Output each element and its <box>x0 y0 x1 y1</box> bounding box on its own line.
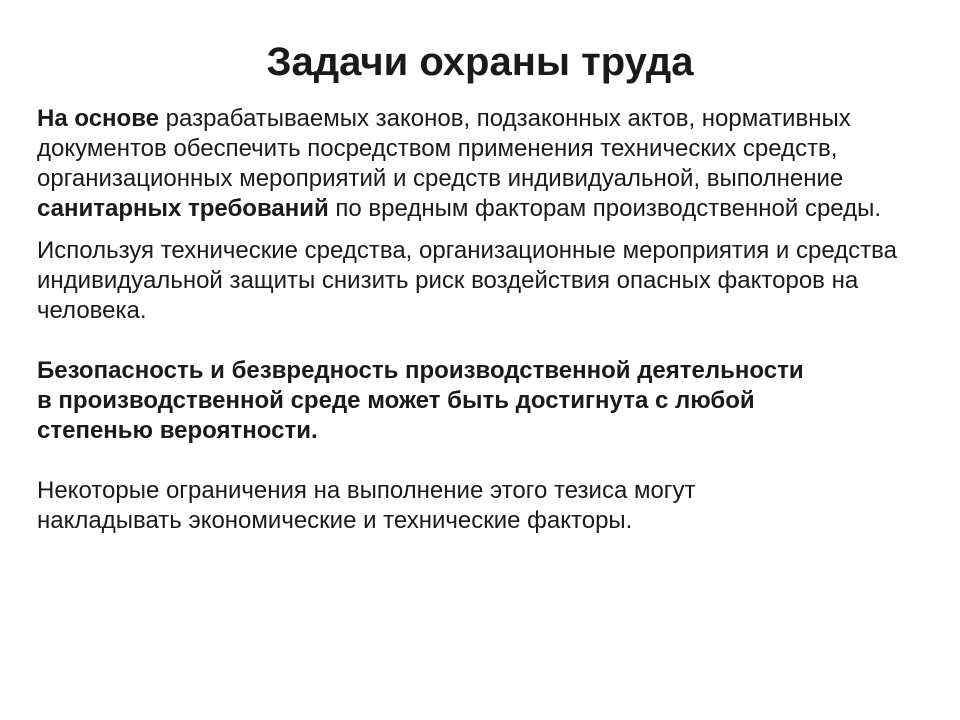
thesis-line: степенью вероятности. <box>37 417 318 444</box>
limitations-line: Некоторые ограничения на выполнение этого тезиса могут <box>37 477 696 504</box>
paragraph-text: разрабатываемых законов, подзаконных актов, нормативных документов обеспечить посредством применения технических средств, организационных мероприятий и средств индивидуальной, выполнение <box>37 105 851 192</box>
slide-title: Задачи охраны труда <box>266 40 694 84</box>
limitations-line: накладывать экономические и технические факторы. <box>37 507 633 534</box>
paragraph-legal-basis <box>37 104 942 224</box>
paragraph-risk-reduction: Используя технические средства, организационные мероприятия и средства индивидуальной защиты снизить риск воздействия опасных факторов на человека. <box>37 237 897 324</box>
slide-body <box>37 104 942 536</box>
bold-phrase-sanitary-requirements: санитарных требований <box>37 195 329 222</box>
paragraph-safety-thesis <box>37 356 942 446</box>
thesis-line: Безопасность и безвредность производственной деятельности <box>37 357 804 384</box>
paragraph-limitations <box>37 476 942 536</box>
paragraph-text: по вредным факторам производственной среды. <box>328 195 882 222</box>
thesis-line: в производственной среде может быть достигнута с любой <box>37 387 755 414</box>
bold-phrase-on-basis: На основе <box>37 105 159 132</box>
